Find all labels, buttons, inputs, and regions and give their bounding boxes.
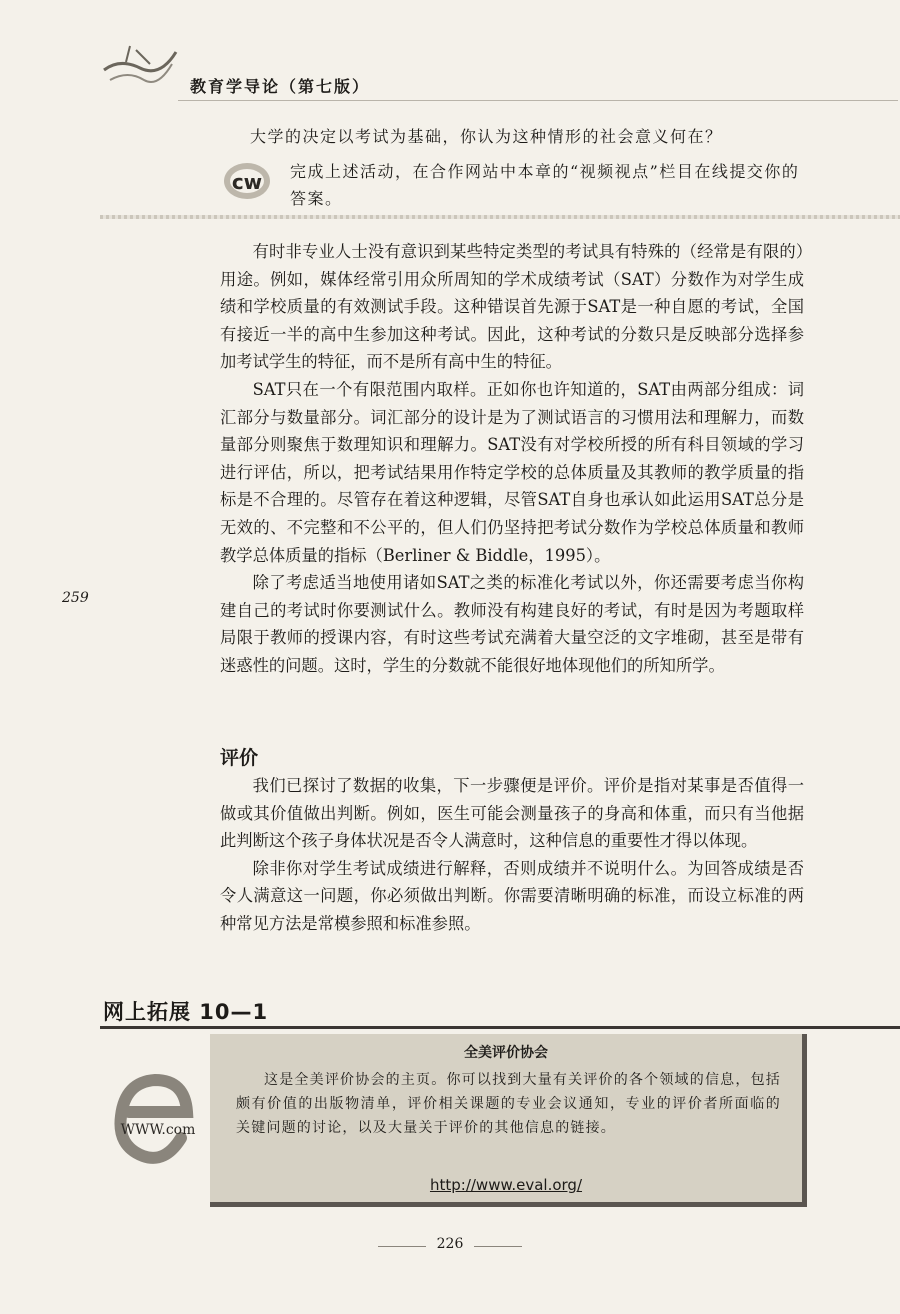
paragraph: 除非你对学生考试成绩进行解释，否则成绩并不说明什么。为回答成绩是否令人满意这一问题，你必须做出判断。你需要清晰明确的标准，而设立标准的两种常见方法是常模参照和标准参照。 <box>220 858 804 933</box>
web-e-icon <box>103 1060 213 1180</box>
eval-org-link[interactable]: http://www.eval.org/ <box>429 1176 583 1194</box>
cw-website-icon <box>222 160 272 202</box>
paragraph: 我们已探讨了数据的收集，下一步骤便是评价。评价是指对某事是否值得一做或其价值做出判断。例如，医生可能会测量孩子的身高和体重，而只有当他据此判断这个孩子身体状况是否令人满意时，这种信息的重要性才得以体现。 <box>220 776 804 851</box>
page-number: 226 <box>436 1236 464 1252</box>
footer-rule-right <box>474 1246 522 1247</box>
body-text-2 <box>220 772 804 938</box>
www-icon-label: WWW.com <box>120 1122 196 1138</box>
paragraph: 除了考虑适当地使用诸如SAT之类的标准化考试以外，你还需要考虑当你构建自己的考试时你要测试什么。教师没有构建良好的考试，有时是因为考题取样局限于教师的授课内容，有时这些考试充满着大量空泛的文字堆砌，甚至是带有迷惑性的问题。这时，学生的分数就不能很好地体现他们的所知所学。 <box>220 573 804 675</box>
paragraph: 有时非专业人士没有意识到某些特定类型的考试具有特殊的（经常是有限的）用途。例如，媒体经常引用众所周知的学术成绩考试（SAT）分数作为对学生成绩和学校质量的有效测试手段。这种错误首先源于SAT是一种自愿的考试，全国有接近一半的高中生参加这种考试。因此，这种考试的分数只是反映部分选择参加考试学生的特征，而不是所有高中生的特征。 <box>220 242 804 372</box>
web-extension-rule <box>100 1026 900 1029</box>
box-title: 全美评价协会 <box>464 1045 548 1061</box>
margin-page-number: 259 <box>62 590 89 606</box>
header-rule <box>178 100 898 101</box>
footer-rule-left <box>378 1246 426 1247</box>
book-logo-icon <box>100 40 180 98</box>
section-heading: 评价 <box>220 747 259 769</box>
box-text: 这是全美评价协会的主页。你可以找到大量有关评价的各个领域的信息，包括颇有价值的出版物清单，评价相关课题的专业会议通知，专业的评价者所面临的关键问题的讨论，以及大量关于评价的其他信息的链接。 <box>236 1072 781 1136</box>
section-divider <box>100 215 900 219</box>
cw-note-text: 完成上述活动，在合作网站中本章的“视频视点”栏目在线提交你的答案。 <box>290 162 800 208</box>
cw-icon-label: cw <box>231 170 263 194</box>
body-text-1 <box>220 238 804 680</box>
paragraph: SAT只在一个有限范围内取样。正如你也许知道的，SAT由两部分组成：词汇部分与数量部分。词汇部分的设计是为了测试语言的习惯用法和理解力，而数量部分则聚焦于数理知识和理解力。SAT没有对学校所授的所有科目领域的学习进行评估，所以，把考试结果用作特定学校的总体质量及其教师的教学质量的指标是不合理的。尽管存在着这种逻辑，尽管SAT自身也承认如此运用SAT总分是无效的、不完整和不公平的，但人们仍坚持把考试分数作为学校总体质量和教师教学总体质量的指标（Berliner & Biddle，1995）。 <box>220 379 804 565</box>
web-extension-heading: 网上拓展 10—1 <box>103 1000 269 1024</box>
reflection-question: 大学的决定以考试为基础，你认为这种情形的社会意义何在？ <box>250 127 723 146</box>
running-head: 教育学导论（第七版） <box>190 77 371 96</box>
